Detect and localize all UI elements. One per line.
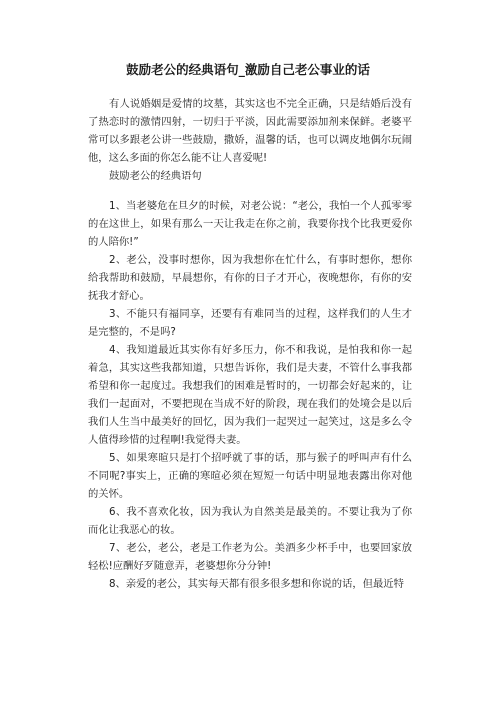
list-item-4: 4、我知道最近其实你有好多压力，你不和我说，是怕我和你一起着急，其实这些我都知道，只想告诉你，我们是夫妻，不管什么事我都希望和你一起度过。我想我们的困难是暂时的，一切都会好起来的，让我们一起面对，不要把现在当成不好的阶段，现在我们的处境会是以后我们人生当中最美好的回忆，因为我们一起哭过一起笑过，这是多么令人值得珍惜的过程啊!我觉得夫妻。 (88, 344, 412, 446)
intro-paragraph: 有人说婚姻是爱情的坟墓，其实这也不完全正确，只是结婚后没有了热恋时的激情四射，一切归于平淡，因此需要添加剂来保鲜。老婆平常可以多跟老公讲一些鼓励，撒娇，温馨的话，也可以调皮地偶尔玩闹他，这么多面的你怎么能不让人喜爱呢! (88, 98, 412, 164)
section-gap (88, 185, 412, 197)
list-item-5: 5、如果寒暄只是打个招呼就了事的话，那与猴子的呼叫声有什么不同呢?事实上，正确的寒暄必须在短短一句话中明显地表露出你对他的关怀。 (88, 452, 412, 500)
list-item-2: 2、老公，没事时想你，因为我想你在忙什么，有事时想你，想你给我帮助和鼓励，早晨想你，有你的日子才开心，夜晚想你，有你的安抚我才舒心。 (88, 254, 412, 302)
document-title: 鼓励老公的经典语句_激励自己老公事业的话 (126, 62, 370, 77)
document-body (88, 95, 412, 593)
list-item-7: 7、老公，老公，老是工作老为公。美酒多少杯手中，也要回家放轻松!应酬好歹随意弄，老婆想你分分钟! (88, 542, 412, 572)
list-item-8: 8、亲爱的老公，其实每天都有很多很多想和你说的话，但最近特 (109, 578, 404, 590)
list-item-3: 3、不能只有福同享，还要有有难同当的过程，这样我们的人生才是完整的，不是吗? (88, 308, 412, 338)
list-item-6: 6、我不喜欢化妆，因为我认为自然美是最美的。不要让我为了你而化让我恶心的妆。 (88, 506, 412, 536)
list-item-1: 1、当老婆危在旦夕的时候，对老公说：“老公，我怕一个人孤零零的在这世上，如果有那么一天让我走在你之前，我要你找个比我更爱你的人陪你!” (88, 200, 412, 248)
section-heading: 鼓励老公的经典语句 (109, 170, 202, 182)
